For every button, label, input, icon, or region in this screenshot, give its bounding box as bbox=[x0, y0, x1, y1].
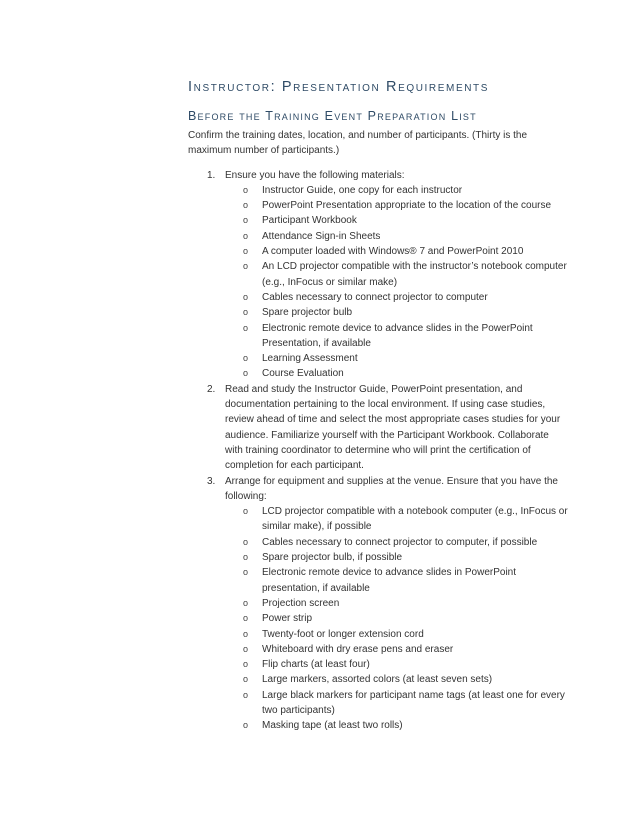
hollow-circle-bullet-icon: o bbox=[243, 720, 249, 731]
sub-list-item-text: A computer loaded with Windows® 7 and PowerPoint 2010 bbox=[262, 246, 524, 258]
hollow-circle-bullet-icon: o bbox=[243, 643, 249, 654]
sub-list-item-text: Projection screen bbox=[262, 597, 340, 609]
sub-list-item bbox=[225, 259, 568, 290]
sub-list-item-text: Whiteboard with dry erase pens and eraser bbox=[262, 643, 454, 655]
document-body bbox=[188, 78, 568, 734]
sub-list-item-text: Twenty-foot or longer extension cord bbox=[262, 628, 424, 640]
list-item-text: Ensure you have the following materials: bbox=[225, 169, 405, 181]
sub-list-item-text: Electronic remote device to advance slides in PowerPoint presentation, if available bbox=[262, 567, 517, 594]
hollow-circle-bullet-icon: o bbox=[243, 307, 249, 318]
hollow-circle-bullet-icon: o bbox=[243, 689, 249, 700]
hollow-circle-bullet-icon: o bbox=[243, 322, 249, 333]
sub-list-item bbox=[225, 611, 568, 626]
sub-list-item bbox=[225, 504, 568, 535]
list-item-number: 1. bbox=[207, 169, 216, 181]
sub-list-item-text: Spare projector bulb bbox=[262, 307, 353, 319]
sub-list-item bbox=[225, 229, 568, 244]
section-heading: Before the Training Event Preparation List bbox=[188, 109, 477, 123]
hollow-circle-bullet-icon: o bbox=[243, 628, 249, 639]
list-item-number: 3. bbox=[207, 475, 216, 487]
sub-list-item-text: Attendance Sign-in Sheets bbox=[262, 230, 381, 242]
page-title: Instructor: Presentation Requirements bbox=[188, 79, 490, 95]
sub-list-item bbox=[225, 657, 568, 672]
sub-list-item-text: Learning Assessment bbox=[262, 353, 358, 365]
sub-list-item bbox=[225, 718, 568, 733]
sub-list bbox=[225, 504, 568, 733]
hollow-circle-bullet-icon: o bbox=[243, 552, 249, 563]
sub-list-item-text: Flip charts (at least four) bbox=[262, 659, 370, 671]
sub-list-item bbox=[225, 321, 568, 352]
hollow-circle-bullet-icon: o bbox=[243, 506, 249, 517]
sub-list-item-text: Large black markers for participant name tags (at least one for every two participants) bbox=[262, 689, 565, 716]
sub-list-item-text: Masking tape (at least two rolls) bbox=[262, 720, 403, 732]
sub-list-item-text: Instructor Guide, one copy for each instructor bbox=[262, 184, 463, 196]
sub-list-item bbox=[225, 244, 568, 259]
intro-paragraph: Confirm the training dates, location, and number of participants. (Thirty is the maximum number of participants.) bbox=[188, 130, 528, 157]
list-item-text: Read and study the Instructor Guide, PowerPoint presentation, and documentation pertaining to the local environment. If using case studies, review ahead of time and select the most appropriate cases studies for your audience. Familiarize yourself with the Participant Workbook. Collaborate with training coordinator to determine who will print the certification of completion for each participant. bbox=[225, 383, 561, 472]
sub-list-item-text: PowerPoint Presentation appropriate to the location of the course bbox=[262, 200, 552, 212]
sub-list-item-text: Electronic remote device to advance slides in the PowerPoint Presentation, if available bbox=[262, 322, 533, 349]
hollow-circle-bullet-icon: o bbox=[243, 613, 249, 624]
hollow-circle-bullet-icon: o bbox=[243, 230, 249, 241]
hollow-circle-bullet-icon: o bbox=[243, 368, 249, 379]
sub-list-item-text: LCD projector compatible with a notebook computer (e.g., InFocus or similar make), if possible bbox=[262, 506, 568, 533]
hollow-circle-bullet-icon: o bbox=[243, 184, 249, 195]
sub-list-item bbox=[225, 366, 568, 381]
hollow-circle-bullet-icon: o bbox=[243, 200, 249, 211]
hollow-circle-bullet-icon: o bbox=[243, 215, 249, 226]
sub-list-item bbox=[225, 596, 568, 611]
hollow-circle-bullet-icon: o bbox=[243, 597, 249, 608]
sub-list-item-text: Spare projector bulb, if possible bbox=[262, 552, 403, 564]
sub-list-item bbox=[225, 290, 568, 305]
numbered-list bbox=[188, 168, 568, 734]
sub-list-item-text: Course Evaluation bbox=[262, 368, 344, 380]
sub-list-item bbox=[225, 688, 568, 719]
hollow-circle-bullet-icon: o bbox=[243, 659, 249, 670]
sub-list-item bbox=[225, 672, 568, 687]
hollow-circle-bullet-icon: o bbox=[243, 246, 249, 257]
hollow-circle-bullet-icon: o bbox=[243, 674, 249, 685]
sub-list bbox=[225, 183, 568, 382]
sub-list-item-text: Participant Workbook bbox=[262, 215, 357, 227]
sub-list-item bbox=[225, 550, 568, 565]
hollow-circle-bullet-icon: o bbox=[243, 261, 249, 272]
hollow-circle-bullet-icon: o bbox=[243, 536, 249, 547]
sub-list-item bbox=[225, 305, 568, 320]
sub-list-item bbox=[225, 535, 568, 550]
sub-list-item-text: Cables necessary to connect projector to computer, if possible bbox=[262, 536, 538, 548]
hollow-circle-bullet-icon: o bbox=[243, 567, 249, 578]
list-item-number: 2. bbox=[207, 383, 216, 395]
sub-list-item bbox=[225, 213, 568, 228]
sub-list-item-text: Power strip bbox=[262, 613, 313, 625]
sub-list-item-text: Cables necessary to connect projector to computer bbox=[262, 291, 488, 303]
hollow-circle-bullet-icon: o bbox=[243, 291, 249, 302]
sub-list-item-text: An LCD projector compatible with the instructor’s notebook computer (e.g., InFocus or similar make) bbox=[262, 261, 567, 288]
sub-list-item bbox=[225, 183, 568, 198]
list-item bbox=[188, 474, 568, 734]
sub-list-item bbox=[225, 565, 568, 596]
sub-list-item-text: Large markers, assorted colors (at least seven sets) bbox=[262, 674, 493, 686]
list-item bbox=[188, 382, 568, 474]
sub-list-item bbox=[225, 198, 568, 213]
sub-list-item bbox=[225, 351, 568, 366]
list-item-text: Arrange for equipment and supplies at the venue. Ensure that you have the following: bbox=[225, 475, 558, 502]
sub-list-item bbox=[225, 627, 568, 642]
list-item bbox=[188, 168, 568, 382]
sub-list-item bbox=[225, 642, 568, 657]
hollow-circle-bullet-icon: o bbox=[243, 353, 249, 364]
